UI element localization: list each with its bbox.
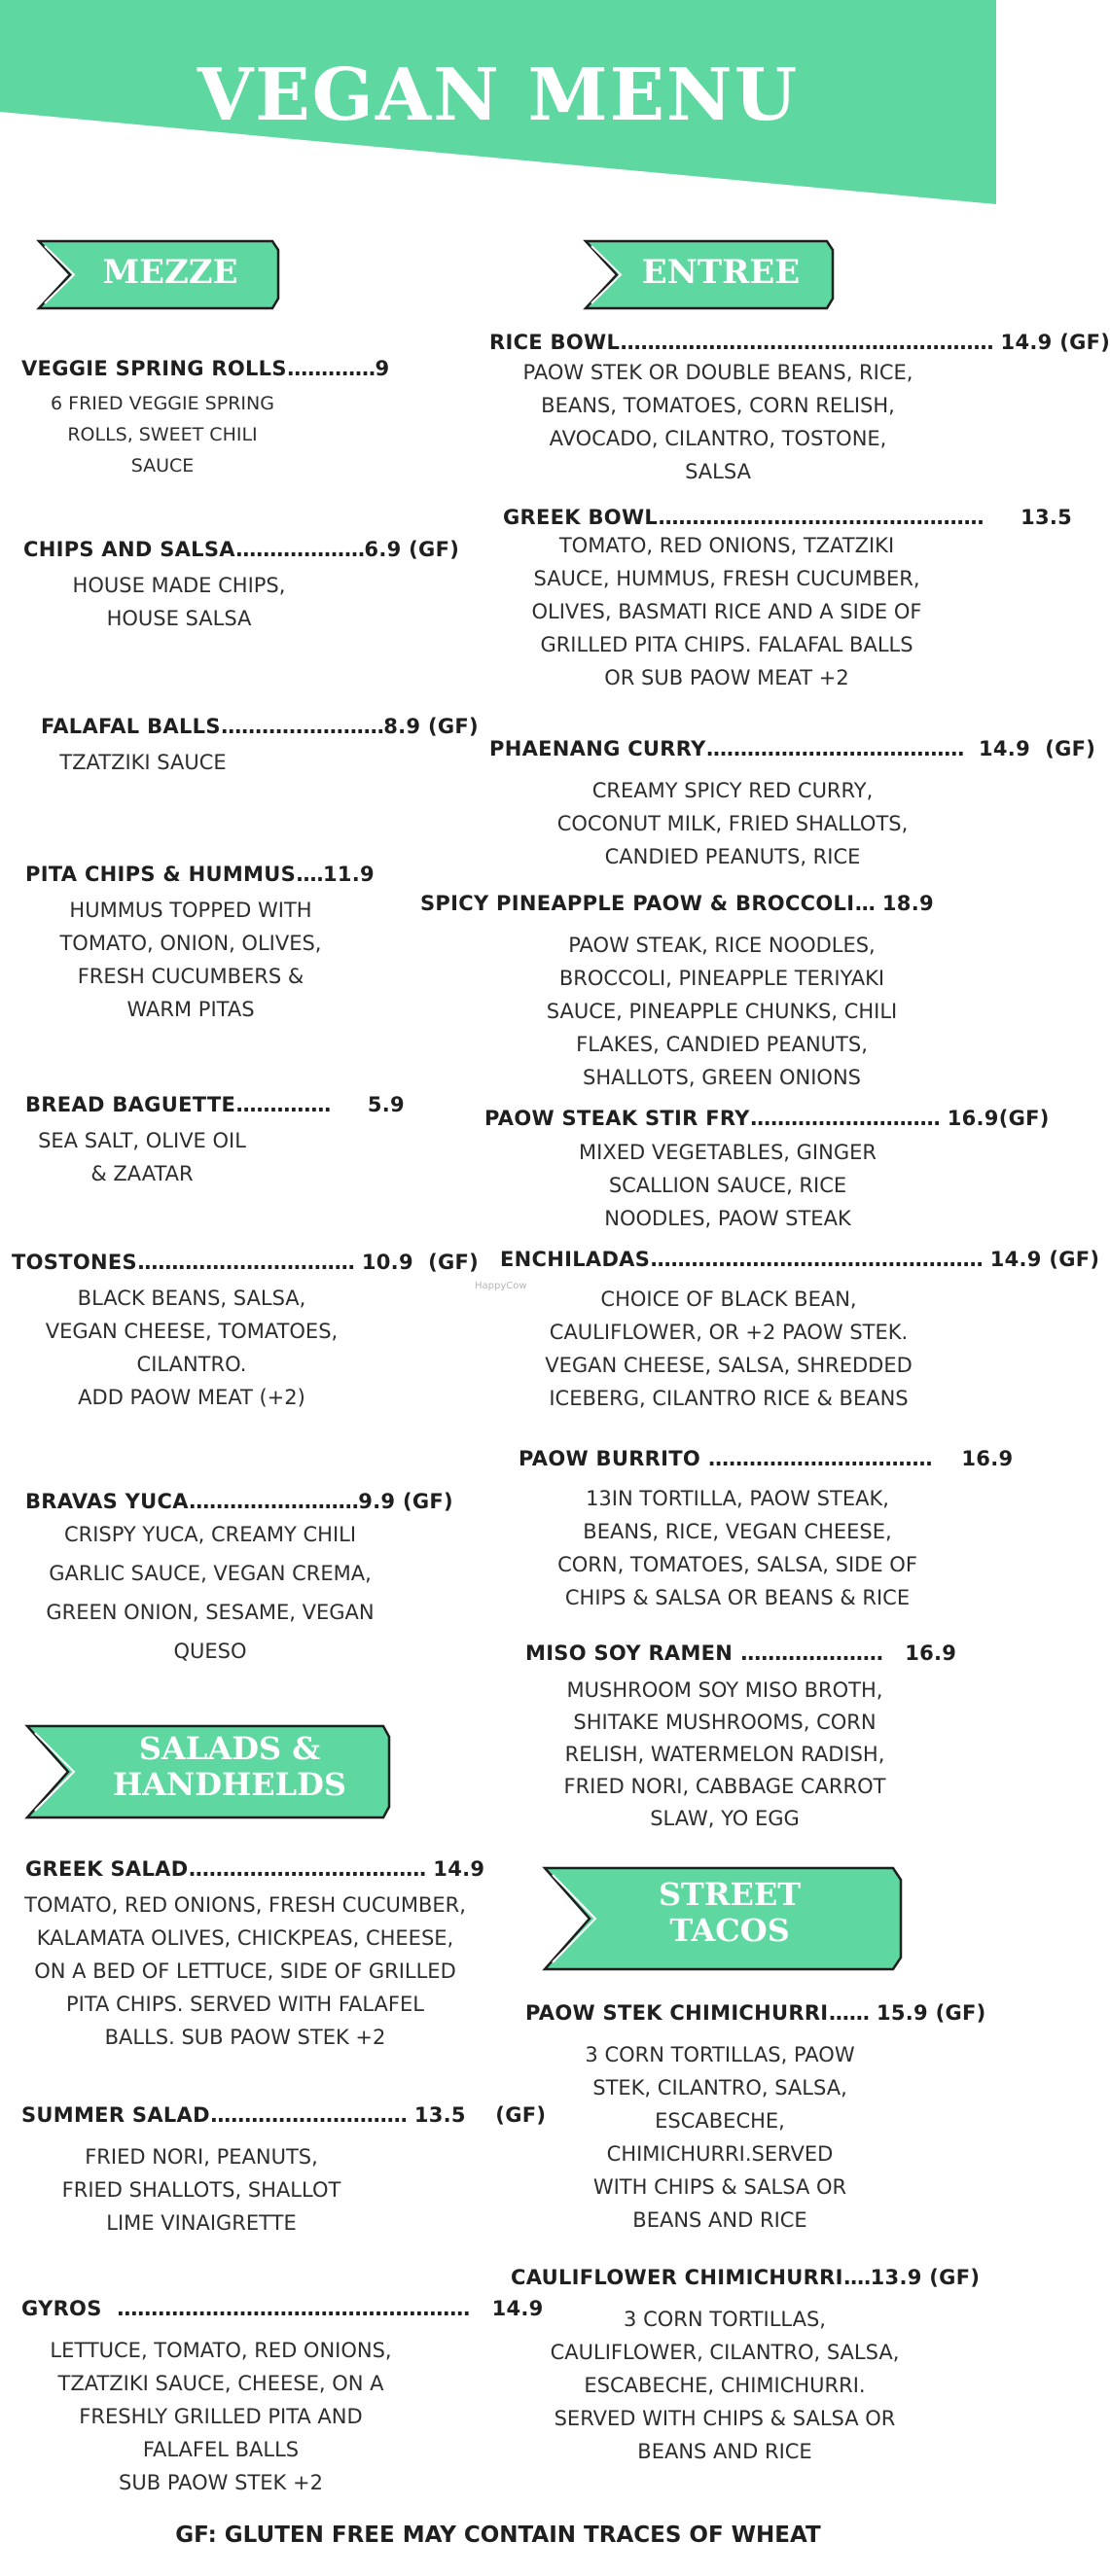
section-title-street-tacos: STREET TACOS <box>658 1876 802 1949</box>
section-title-entree: ENTREE <box>641 253 801 292</box>
item-name: PAOW STEK CHIMICHURRI <box>525 2001 829 2025</box>
item-description: 3 CORN TORTILLAS, CAULIFLOWER, CILANTRO, SALSA, ESCABECHE, CHIMICHURRI. SERVED WITH CHIPS & SALSA OR BEANS AND RICE <box>550 2308 900 2463</box>
menu-item-paow-stek-chimichurri <box>525 2001 992 2237</box>
menu-item-phaenang-curry <box>489 737 1096 873</box>
item-name: CHIPS AND SALSA <box>23 538 235 561</box>
item-name: PHAENANG CURRY <box>489 737 706 760</box>
item-name: VEGGIE SPRING ROLLS <box>21 357 287 380</box>
item-name: BREAD BAGUETTE <box>25 1093 236 1116</box>
gluten-free-tag: (GF) <box>428 1251 480 1274</box>
dot-leader: ............................. <box>209 2103 408 2127</box>
item-price: 14.9 <box>433 1857 485 1881</box>
item-description: BLACK BEANS, SALSA, VEGAN CHEESE, TOMATOES, CILANTRO. ADD PAOW MEAT (+2) <box>45 1287 339 1409</box>
menu-item-spicy-pineapple-paow-broccoli <box>420 892 994 1094</box>
dot-leader: ................................................ <box>658 506 985 529</box>
menu-item-chips-and-salsa <box>23 538 460 635</box>
dot-leader: .................................................... <box>116 2297 470 2320</box>
page-title: VEGAN MENU <box>197 53 800 137</box>
dot-leader: .... <box>296 863 323 886</box>
section-title-salads-handhelds: SALADS & HANDHELDS <box>112 1730 347 1803</box>
item-price: 14.9 <box>989 1248 1042 1271</box>
gluten-free-note: GF: GLUTEN FREE MAY CONTAIN TRACES OF WHEAT <box>175 2523 821 2548</box>
item-description: MIXED VEGETABLES, GINGER SCALLION SAUCE, RICE NOODLES, PAOW STEAK <box>579 1141 877 1230</box>
gluten-free-tag: (GF) <box>427 715 479 738</box>
section-banner-street-tacos <box>545 1865 905 1972</box>
item-name: TOSTONES <box>12 1251 137 1274</box>
item-name: GREEK SALAD <box>25 1857 189 1881</box>
item-name: SPICY PINEAPPLE PAOW & BROCCOLI <box>420 892 855 915</box>
item-description: CREAMY SPICY RED CURRY, COCONUT MILK, FRIED SHALLOTS, CANDIED PEANUTS, RICE <box>556 779 909 868</box>
item-price: 5.9 <box>367 1093 405 1116</box>
menu-item-greek-bowl <box>503 506 1073 694</box>
gluten-free-tag: (GF) <box>998 1107 1050 1130</box>
item-description: HOUSE MADE CHIPS, HOUSE SALSA <box>72 574 286 630</box>
gluten-free-tag: (GF) <box>409 538 460 561</box>
menu-item-tostones <box>12 1251 480 1414</box>
section-banner-entree <box>586 238 837 311</box>
item-name: FALAFAL BALLS <box>41 715 221 738</box>
item-price: 15.9 <box>876 2001 928 2025</box>
menu-item-veggie-spring-rolls <box>21 357 390 481</box>
dot-leader: ................................... <box>188 1857 426 1881</box>
dot-leader: ..................... <box>739 1641 883 1665</box>
item-name: MISO SOY RAMEN <box>525 1641 734 1665</box>
menu-item-bread-baguette <box>25 1093 434 1190</box>
menu-item-summer-salad <box>21 2103 547 2240</box>
dot-leader: ............................ <box>749 1107 941 1130</box>
item-description: FRIED NORI, PEANUTS, FRIED SHALLOTS, SHALLOT LIME VINAIGRETTE <box>61 2145 341 2235</box>
item-description: TOMATO, RED ONIONS, FRESH CUCUMBER, KALAMATA OLIVES, CHICKPEAS, CHEESE, ON A BED OF LETTUCE, SIDE OF GRILLED PITA CHIPS. SERVED WITH FALAFEL BALLS. SUB PAOW STEK +2 <box>24 1893 466 2049</box>
dot-leader: .............. <box>235 1093 331 1116</box>
item-description: LETTUCE, TOMATO, RED ONIONS, TZATZIKI SAUCE, CHEESE, ON A FRESHLY GRILLED PITA AND FALAFEL BALLS SUB PAOW STEK +2 <box>50 2339 392 2494</box>
item-price: 6.9 <box>364 538 402 561</box>
menu-item-rice-bowl <box>489 331 1110 488</box>
gluten-free-tag: (GF) <box>1059 331 1110 354</box>
item-price: 10.9 <box>361 1251 413 1274</box>
menu-item-bravas-yuca <box>25 1490 453 1671</box>
dot-leader: .... <box>842 2266 871 2289</box>
menu-item-enchiladas <box>500 1248 1100 1415</box>
item-description: CRISPY YUCA, CREAMY CHILI GARLIC SAUCE, VEGAN CREMA, GREEN ONION, SESAME, VEGAN QUESO <box>46 1523 375 1663</box>
menu-item-cauliflower-chimichurri <box>511 2266 992 2468</box>
item-name: BRAVAS YUCA <box>25 1490 189 1513</box>
item-description: HUMMUS TOPPED WITH TOMATO, ONION, OLIVES, FRESH CUCUMBERS & WARM PITAS <box>59 899 322 1021</box>
item-name: ENCHILADAS <box>500 1248 651 1271</box>
menu-item-paow-steak-stir-fry <box>484 1107 1050 1235</box>
gluten-free-tag: (GF) <box>935 2001 986 2025</box>
item-name: PAOW STEAK STIR FRY <box>484 1107 750 1130</box>
menu-item-pita-chips-hummus <box>25 863 434 1026</box>
item-description: MUSHROOM SOY MISO BROTH, SHITAKE MUSHROOMS, CORN RELISH, WATERMELON RADISH, FRIED NORI, CABBAGE CARROT SLAW, YO EGG <box>563 1678 886 1830</box>
item-price: 13.5 <box>1020 506 1073 529</box>
menu-item-paow-burrito <box>519 1447 1014 1614</box>
dot-leader: ....................................................... <box>620 331 993 354</box>
item-name: GREEK BOWL <box>503 506 659 529</box>
item-description: 6 FRIED VEGGIE SPRING ROLLS, SWEET CHILI SAUCE <box>51 393 274 476</box>
item-price: 13.5 <box>413 2103 466 2127</box>
item-price: 13.9 <box>870 2266 922 2289</box>
dot-leader: ................................................. <box>650 1248 984 1271</box>
dot-leader: ........................ <box>220 715 384 738</box>
gluten-free-tag: (GF) <box>402 1490 453 1513</box>
menu-item-falafal-balls <box>41 715 479 779</box>
item-name: CAULIFLOWER CHIMICHURRI <box>511 2266 843 2289</box>
item-description: PAOW STEAK, RICE NOODLES, BROCCOLI, PINEAPPLE TERIYAKI SAUCE, PINEAPPLE CHUNKS, CHILI FLAKES, CANDIED PEANUTS, SHALLOTS, GREEN ONIONS <box>546 934 898 1089</box>
section-banner-salads-handhelds <box>27 1723 393 1820</box>
item-name: PITA CHIPS & HUMMUS <box>25 863 297 886</box>
item-name: SUMMER SALAD <box>21 2103 210 2127</box>
item-name: PAOW BURRITO <box>519 1447 701 1470</box>
dot-leader: ......................... <box>188 1490 359 1513</box>
gluten-free-tag: (GF) <box>1049 1248 1100 1271</box>
item-description: SEA SALT, OLIVE OIL & ZAATAR <box>38 1129 246 1185</box>
gluten-free-tag: (GF) <box>495 2103 547 2127</box>
dot-leader: ............. <box>286 357 376 380</box>
item-description: CHOICE OF BLACK BEAN, CAULIFLOWER, OR +2 PAOW STEK. VEGAN CHEESE, SALSA, SHREDDED ICEBERG, CILANTRO RICE & BEANS <box>545 1288 913 1410</box>
item-price: 16.9 <box>961 1447 1014 1470</box>
dot-leader: ... <box>854 892 876 915</box>
item-price: 16.9 <box>905 1641 957 1665</box>
dot-leader: ................... <box>234 538 365 561</box>
item-description: TOMATO, RED ONIONS, TZATZIKI SAUCE, HUMMUS, FRESH CUCUMBER, OLIVES, BASMATI RICE AND A SIDE OF GRILLED PITA CHIPS. FALAFAL BALLS OR SUB PAOW MEAT +2 <box>531 534 922 689</box>
item-price: 11.9 <box>322 863 375 886</box>
section-title-mezze: MEZZE <box>102 253 238 292</box>
dot-leader: ...... <box>828 2001 870 2025</box>
menu-item-gyros <box>21 2297 544 2499</box>
item-description: 13IN TORTILLA, PAOW STEAK, BEANS, RICE, VEGAN CHEESE, CORN, TOMATOES, SALSA, SIDE OF CHIPS & SALSA OR BEANS & RICE <box>557 1487 917 1609</box>
item-price: 14.9 <box>978 737 1030 760</box>
dot-leader: ................................. <box>707 1447 932 1470</box>
item-price: 8.9 <box>383 715 421 738</box>
item-price: 18.9 <box>881 892 934 915</box>
item-description: 3 CORN TORTILLAS, PAOW STEK, CILANTRO, SALSA, ESCABECHE, CHIMICHURRI.SERVED WITH CHIPS & SALSA OR BEANS AND RICE <box>585 2043 855 2232</box>
gluten-free-tag: (GF) <box>929 2266 981 2289</box>
gluten-free-tag: (GF) <box>1045 737 1096 760</box>
item-price: 9 <box>375 357 390 380</box>
dot-leader: ...................................... <box>705 737 964 760</box>
dot-leader: ................................ <box>136 1251 355 1274</box>
menu-item-greek-salad <box>25 1857 483 2054</box>
menu-item-miso-soy-ramen <box>525 1641 992 1835</box>
item-description: PAOW STEK OR DOUBLE BEANS, RICE, BEANS, TOMATOES, CORN RELISH, AVOCADO, CILANTRO, TOSTONE, SALSA <box>522 361 913 483</box>
item-price: 16.9 <box>947 1107 999 1130</box>
item-price: 14.9 <box>491 2297 544 2320</box>
watermark: HappyCow <box>475 1281 527 1291</box>
item-description: TZATZIKI SAUCE <box>59 751 227 774</box>
item-price: 14.9 <box>1000 331 1053 354</box>
section-banner-mezze <box>39 238 282 311</box>
item-name: GYROS <box>21 2297 102 2320</box>
item-name: RICE BOWL <box>489 331 621 354</box>
item-price: 9.9 <box>358 1490 396 1513</box>
